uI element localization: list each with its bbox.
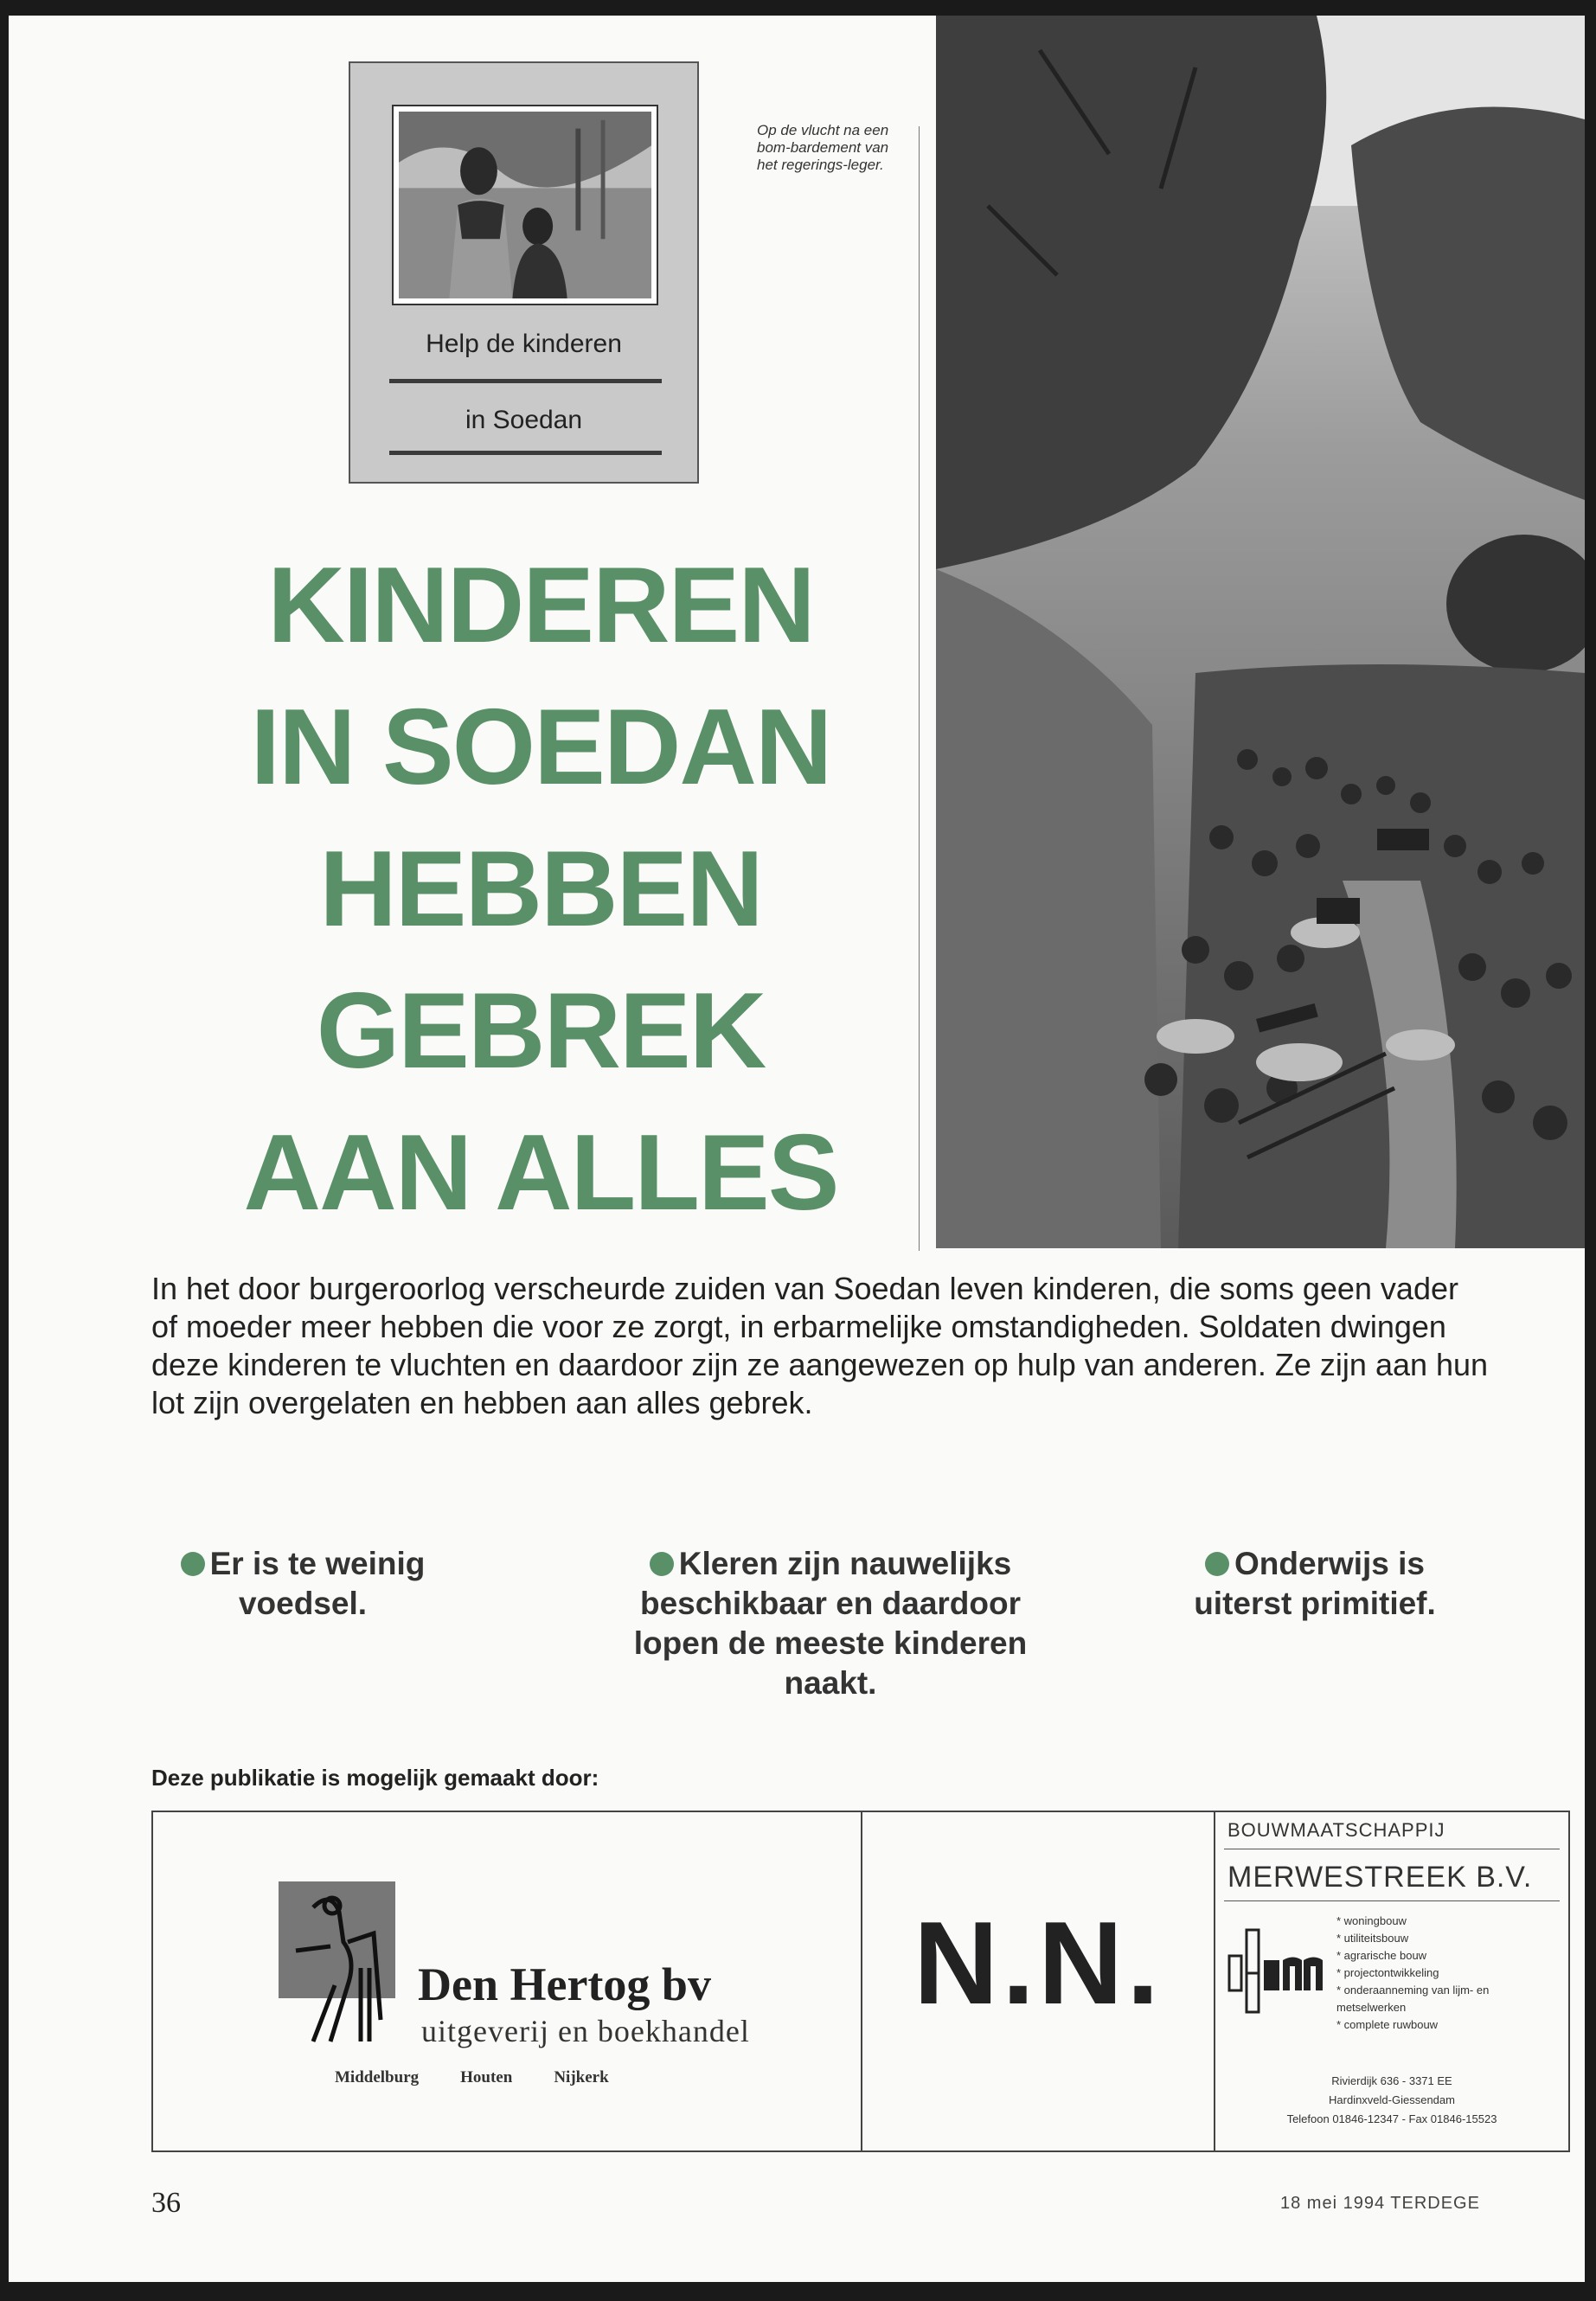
booklet-rule [389, 379, 662, 383]
booklet-photo [392, 105, 658, 305]
den-hertog-subtitle: uitgeverij en boekhandel [421, 2014, 750, 2048]
refugee-photo [936, 16, 1585, 1248]
list-item: * onderaanneming van lijm- en metselwerken [1336, 1982, 1509, 2016]
sponsors-label: Deze publikatie is mogelijk gemaakt door: [151, 1765, 599, 1791]
booklet-title-line1: Help de kinderen [426, 330, 622, 358]
bullet-text: Er is te weinig voedsel. [209, 1546, 426, 1621]
list-item: * woningbouw [1336, 1913, 1509, 1930]
bm-address: Rivierdijk 636 - 3371 EE [1331, 2074, 1452, 2087]
bullet-dot-icon [181, 1552, 205, 1576]
bm-address-block [1215, 2072, 1568, 2129]
city: Nijkerk [554, 2068, 609, 2086]
sponsor-nn [861, 1811, 1215, 2152]
city: Houten [460, 2068, 513, 2086]
bullet-clothing [614, 1544, 1047, 1703]
city: Middelburg [335, 2068, 420, 2086]
sponsor-merwestreek [1214, 1811, 1570, 2152]
list-item: * utiliteitsbouw [1336, 1930, 1509, 1947]
list-item: * complete ruwbouw [1336, 2016, 1509, 2034]
headline [169, 535, 913, 1244]
booklet-cover [349, 61, 699, 484]
magazine-page [9, 16, 1585, 2282]
bullet-dot-icon [650, 1552, 674, 1576]
bm-divider [1224, 1900, 1560, 1901]
bm-phone: Telefoon 01846-12347 - Fax 01846-15523 [1286, 2112, 1497, 2125]
page-number: 36 [151, 2187, 181, 2219]
sponsor-den-hertog [151, 1811, 862, 2152]
den-hertog-name: Den Hertog bv [418, 1958, 711, 2010]
bm-header: BOUWMAATSCHAPPIJ [1227, 1819, 1445, 1841]
bm-city: Hardinxveld-Giessendam [1329, 2093, 1455, 2106]
booklet-title-line2: in Soedan [465, 406, 583, 434]
bm-company-name: MERWESTREEK B.V. [1227, 1861, 1533, 1894]
headline-line: KINDEREN [267, 546, 814, 665]
headline-line: HEBBEN [319, 830, 762, 949]
photo-caption: Op de vlucht na een bom-bardement van het regerings-leger. [757, 122, 889, 173]
headline-line: AAN ALLES [243, 1113, 838, 1233]
bullet-food [151, 1544, 454, 1624]
list-item: * projectontwikkeling [1336, 1965, 1509, 1982]
intro-paragraph: In het door burgeroorlog verscheurde zuiden van Soedan leven kinderen, die soms geen vader of moeder meer hebben die voor ze zorgt, in erbarmelijke omstandigheden. Soldaten dwingen deze kinderen te vluchten en daardoor zijn ze aangewezen op hulp van anderen. Ze zijn aan hun lot zijn overgelaten en hebben aan alles gebrek. [151, 1271, 1489, 1420]
bullet-text: Kleren zijn nauwelijks beschikbaar en daardoor lopen de meeste kinderen naakt. [633, 1546, 1028, 1701]
caption-divider [919, 126, 920, 1251]
bm-services [1336, 1913, 1509, 2034]
bullet-dot-icon [1205, 1552, 1229, 1576]
headline-line: IN SOEDAN [250, 688, 831, 807]
list-item: * agrarische bouw [1336, 1947, 1509, 1965]
footer-issue: 18 mei 1994 TERDEGE [1280, 2194, 1480, 2213]
bullet-education [1163, 1544, 1466, 1624]
den-hertog-logo-icon [279, 1881, 395, 2046]
nn-text: N.N. [913, 1897, 1163, 2029]
booklet-rule [389, 451, 662, 455]
headline-line: GEBREK [316, 971, 766, 1091]
den-hertog-cities [335, 2068, 651, 2087]
bullet-text: Onderwijs is uiterst primitief. [1194, 1546, 1436, 1621]
merwestreek-logo-icon [1227, 1921, 1340, 2016]
